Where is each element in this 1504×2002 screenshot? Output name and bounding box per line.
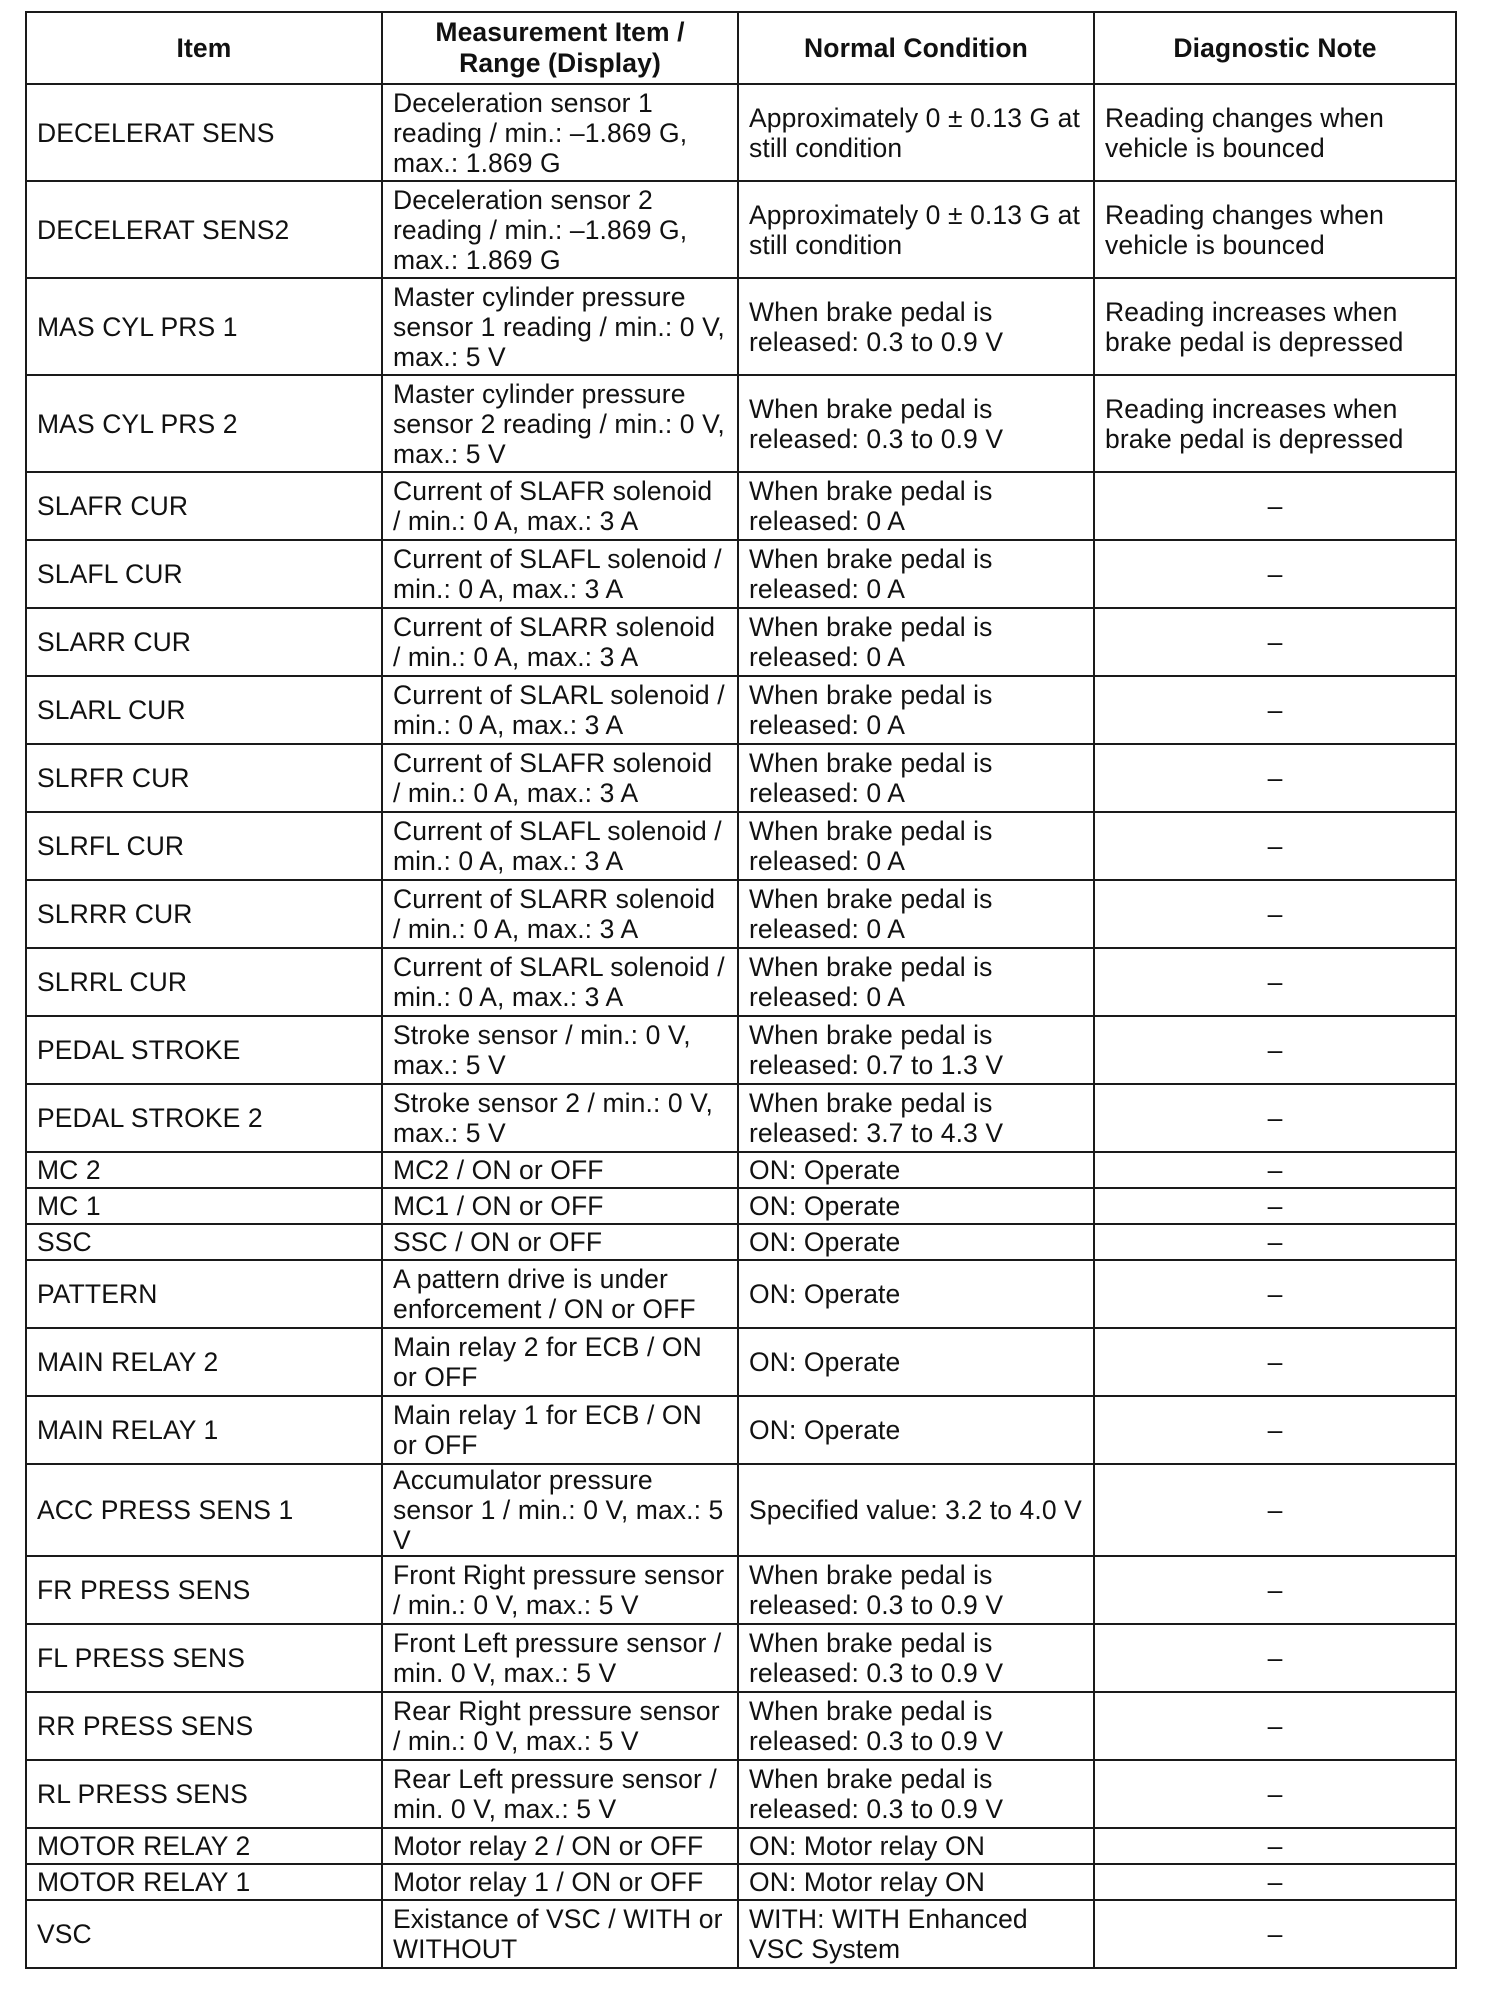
table-row <box>26 1328 1456 1396</box>
measurement-range-cell: SSC / ON or OFF <box>382 1224 738 1260</box>
measurement-range-cell: Current of SLARR solenoid / min.: 0 A, max.: 3 A <box>382 608 738 676</box>
measurement-range-cell: Current of SLAFR solenoid / min.: 0 A, max.: 3 A <box>382 744 738 812</box>
measurement-range-cell: Existance of VSC / WITH or WITHOUT <box>382 1900 738 1968</box>
diagnostic-note-cell: – <box>1094 1692 1456 1760</box>
measurement-range-cell: Master cylinder pressure sensor 1 reading / min.: 0 V, max.: 5 V <box>382 278 738 375</box>
measurement-range-cell: Motor relay 1 / ON or OFF <box>382 1864 738 1900</box>
item-cell: SLARR CUR <box>26 608 382 676</box>
data-list-table <box>25 11 1457 1969</box>
diagnostic-note-cell: – <box>1094 1152 1456 1188</box>
diagnostic-note-cell: – <box>1094 1328 1456 1396</box>
item-cell: FR PRESS SENS <box>26 1556 382 1624</box>
table-row <box>26 1016 1456 1084</box>
measurement-range-cell: Current of SLAFR solenoid / min.: 0 A, max.: 3 A <box>382 472 738 540</box>
table-row <box>26 1464 1456 1556</box>
measurement-range-cell: Current of SLAFL solenoid / min.: 0 A, max.: 3 A <box>382 812 738 880</box>
diagnostic-note-cell: – <box>1094 1224 1456 1260</box>
item-cell: MAS CYL PRS 2 <box>26 375 382 472</box>
measurement-range-cell: Rear Right pressure sensor / min.: 0 V, max.: 5 V <box>382 1692 738 1760</box>
table-row <box>26 1864 1456 1900</box>
table-row <box>26 1760 1456 1828</box>
normal-condition-cell: Approximately 0 ± 0.13 G at still condition <box>738 181 1094 278</box>
normal-condition-cell: ON: Operate <box>738 1396 1094 1464</box>
item-cell: PEDAL STROKE <box>26 1016 382 1084</box>
diagnostic-note-cell: – <box>1094 1188 1456 1224</box>
table-row <box>26 880 1456 948</box>
table-row <box>26 608 1456 676</box>
item-cell: SLRFL CUR <box>26 812 382 880</box>
measurement-range-cell: Front Left pressure sensor / min. 0 V, max.: 5 V <box>382 1624 738 1692</box>
item-cell: MC 2 <box>26 1152 382 1188</box>
table-row <box>26 744 1456 812</box>
diagnostic-note-cell: – <box>1094 812 1456 880</box>
diagnostic-note-cell: Reading increases when brake pedal is depressed <box>1094 375 1456 472</box>
item-cell: PEDAL STROKE 2 <box>26 1084 382 1152</box>
diagnostic-note-cell: Reading changes when vehicle is bounced <box>1094 181 1456 278</box>
item-cell: MAIN RELAY 1 <box>26 1396 382 1464</box>
table-row <box>26 676 1456 744</box>
diagnostic-note-cell: – <box>1094 880 1456 948</box>
normal-condition-cell: When brake pedal is released: 0 A <box>738 744 1094 812</box>
diagnostic-note-cell: – <box>1094 1900 1456 1968</box>
normal-condition-cell: When brake pedal is released: 0 A <box>738 880 1094 948</box>
table-row <box>26 1692 1456 1760</box>
item-cell: PATTERN <box>26 1260 382 1328</box>
item-cell: DECELERAT SENS2 <box>26 181 382 278</box>
measurement-range-cell: Main relay 1 for ECB / ON or OFF <box>382 1396 738 1464</box>
item-cell: SLRFR CUR <box>26 744 382 812</box>
item-cell: MOTOR RELAY 2 <box>26 1828 382 1864</box>
normal-condition-cell: ON: Operate <box>738 1328 1094 1396</box>
item-cell: FL PRESS SENS <box>26 1624 382 1692</box>
diagnostic-note-cell: Reading changes when vehicle is bounced <box>1094 84 1456 181</box>
diagnostic-note-cell: Reading increases when brake pedal is depressed <box>1094 278 1456 375</box>
measurement-range-cell: MC1 / ON or OFF <box>382 1188 738 1224</box>
diagnostic-note-cell: – <box>1094 1464 1456 1556</box>
table-row <box>26 84 1456 181</box>
item-cell: MAS CYL PRS 1 <box>26 278 382 375</box>
diagnostic-note-cell: – <box>1094 948 1456 1016</box>
header-item: Item <box>26 12 382 84</box>
header-measurement-range: Measurement Item / Range (Display) <box>382 12 738 84</box>
normal-condition-cell: ON: Operate <box>738 1188 1094 1224</box>
normal-condition-cell: When brake pedal is released: 0 A <box>738 540 1094 608</box>
normal-condition-cell: When brake pedal is released: 0 A <box>738 812 1094 880</box>
table-row <box>26 472 1456 540</box>
normal-condition-cell: When brake pedal is released: 0.3 to 0.9 V <box>738 1692 1094 1760</box>
normal-condition-cell: When brake pedal is released: 0 A <box>738 948 1094 1016</box>
normal-condition-cell: ON: Operate <box>738 1224 1094 1260</box>
diagnostic-note-cell: – <box>1094 1828 1456 1864</box>
item-cell: ACC PRESS SENS 1 <box>26 1464 382 1556</box>
item-cell: SLARL CUR <box>26 676 382 744</box>
measurement-range-cell: Current of SLAFL solenoid / min.: 0 A, max.: 3 A <box>382 540 738 608</box>
normal-condition-cell: When brake pedal is released: 0.3 to 0.9 V <box>738 375 1094 472</box>
normal-condition-cell: ON: Operate <box>738 1152 1094 1188</box>
measurement-range-cell: Rear Left pressure sensor / min. 0 V, max.: 5 V <box>382 1760 738 1828</box>
measurement-range-cell: Master cylinder pressure sensor 2 reading / min.: 0 V, max.: 5 V <box>382 375 738 472</box>
table-row <box>26 1624 1456 1692</box>
table-row <box>26 1900 1456 1968</box>
normal-condition-cell: Approximately 0 ± 0.13 G at still condition <box>738 84 1094 181</box>
header-diagnostic-note: Diagnostic Note <box>1094 12 1456 84</box>
normal-condition-cell: ON: Motor relay ON <box>738 1864 1094 1900</box>
table-row <box>26 812 1456 880</box>
table-row <box>26 1152 1456 1188</box>
table-row <box>26 1556 1456 1624</box>
diagnostic-note-cell: – <box>1094 540 1456 608</box>
measurement-range-cell: Accumulator pressure sensor 1 / min.: 0 V, max.: 5 V <box>382 1464 738 1556</box>
measurement-range-cell: Current of SLARR solenoid / min.: 0 A, max.: 3 A <box>382 880 738 948</box>
diagnostic-note-cell: – <box>1094 1760 1456 1828</box>
diagnostic-note-cell: – <box>1094 1016 1456 1084</box>
diagnostic-note-cell: – <box>1094 1864 1456 1900</box>
diagnostic-note-cell: – <box>1094 1084 1456 1152</box>
item-cell: MAIN RELAY 2 <box>26 1328 382 1396</box>
normal-condition-cell: When brake pedal is released: 0 A <box>738 676 1094 744</box>
normal-condition-cell: When brake pedal is released: 0.7 to 1.3 V <box>738 1016 1094 1084</box>
normal-condition-cell: When brake pedal is released: 0.3 to 0.9 V <box>738 1556 1094 1624</box>
measurement-range-cell: Stroke sensor 2 / min.: 0 V, max.: 5 V <box>382 1084 738 1152</box>
table-row <box>26 1188 1456 1224</box>
measurement-range-cell: Deceleration sensor 1 reading / min.: –1.869 G, max.: 1.869 G <box>382 84 738 181</box>
item-cell: SLRRL CUR <box>26 948 382 1016</box>
item-cell: SLRRR CUR <box>26 880 382 948</box>
normal-condition-cell: Specified value: 3.2 to 4.0 V <box>738 1464 1094 1556</box>
table-row <box>26 278 1456 375</box>
diagnostic-note-cell: – <box>1094 1624 1456 1692</box>
measurement-range-cell: Stroke sensor / min.: 0 V, max.: 5 V <box>382 1016 738 1084</box>
item-cell: SLAFR CUR <box>26 472 382 540</box>
measurement-range-cell: Main relay 2 for ECB / ON or OFF <box>382 1328 738 1396</box>
normal-condition-cell: ON: Motor relay ON <box>738 1828 1094 1864</box>
normal-condition-cell: When brake pedal is released: 0.3 to 0.9 V <box>738 1624 1094 1692</box>
measurement-range-cell: MC2 / ON or OFF <box>382 1152 738 1188</box>
measurement-range-cell: Current of SLARL solenoid / min.: 0 A, max.: 3 A <box>382 676 738 744</box>
diagnostic-note-cell: – <box>1094 472 1456 540</box>
measurement-range-cell: Motor relay 2 / ON or OFF <box>382 1828 738 1864</box>
item-cell: SLAFL CUR <box>26 540 382 608</box>
diagnostic-note-cell: – <box>1094 1556 1456 1624</box>
table-row <box>26 375 1456 472</box>
table-row <box>26 1224 1456 1260</box>
normal-condition-cell: ON: Operate <box>738 1260 1094 1328</box>
item-cell: MC 1 <box>26 1188 382 1224</box>
item-cell: MOTOR RELAY 1 <box>26 1864 382 1900</box>
table-row <box>26 181 1456 278</box>
diagnostic-note-cell: – <box>1094 744 1456 812</box>
normal-condition-cell: WITH: WITH Enhanced VSC System <box>738 1900 1094 1968</box>
normal-condition-cell: When brake pedal is released: 0.3 to 0.9 V <box>738 1760 1094 1828</box>
normal-condition-cell: When brake pedal is released: 0 A <box>738 472 1094 540</box>
diagnostic-note-cell: – <box>1094 608 1456 676</box>
header-row <box>26 12 1456 84</box>
table-row <box>26 1260 1456 1328</box>
diagnostic-note-cell: – <box>1094 1260 1456 1328</box>
normal-condition-cell: When brake pedal is released: 3.7 to 4.3 V <box>738 1084 1094 1152</box>
item-cell: SSC <box>26 1224 382 1260</box>
item-cell: DECELERAT SENS <box>26 84 382 181</box>
measurement-range-cell: Current of SLARL solenoid / min.: 0 A, max.: 3 A <box>382 948 738 1016</box>
item-cell: RR PRESS SENS <box>26 1692 382 1760</box>
table-body <box>26 84 1456 1968</box>
table-row <box>26 1828 1456 1864</box>
diagnostic-note-cell: – <box>1094 1396 1456 1464</box>
normal-condition-cell: When brake pedal is released: 0.3 to 0.9 V <box>738 278 1094 375</box>
table-row <box>26 540 1456 608</box>
normal-condition-cell: When brake pedal is released: 0 A <box>738 608 1094 676</box>
header-normal-condition: Normal Condition <box>738 12 1094 84</box>
diagnostic-note-cell: – <box>1094 676 1456 744</box>
measurement-range-cell: Front Right pressure sensor / min.: 0 V, max.: 5 V <box>382 1556 738 1624</box>
table-row <box>26 1396 1456 1464</box>
table-row <box>26 1084 1456 1152</box>
measurement-range-cell: Deceleration sensor 2 reading / min.: –1.869 G, max.: 1.869 G <box>382 181 738 278</box>
table-row <box>26 948 1456 1016</box>
item-cell: RL PRESS SENS <box>26 1760 382 1828</box>
item-cell: VSC <box>26 1900 382 1968</box>
measurement-range-cell: A pattern drive is under enforcement / ON or OFF <box>382 1260 738 1328</box>
